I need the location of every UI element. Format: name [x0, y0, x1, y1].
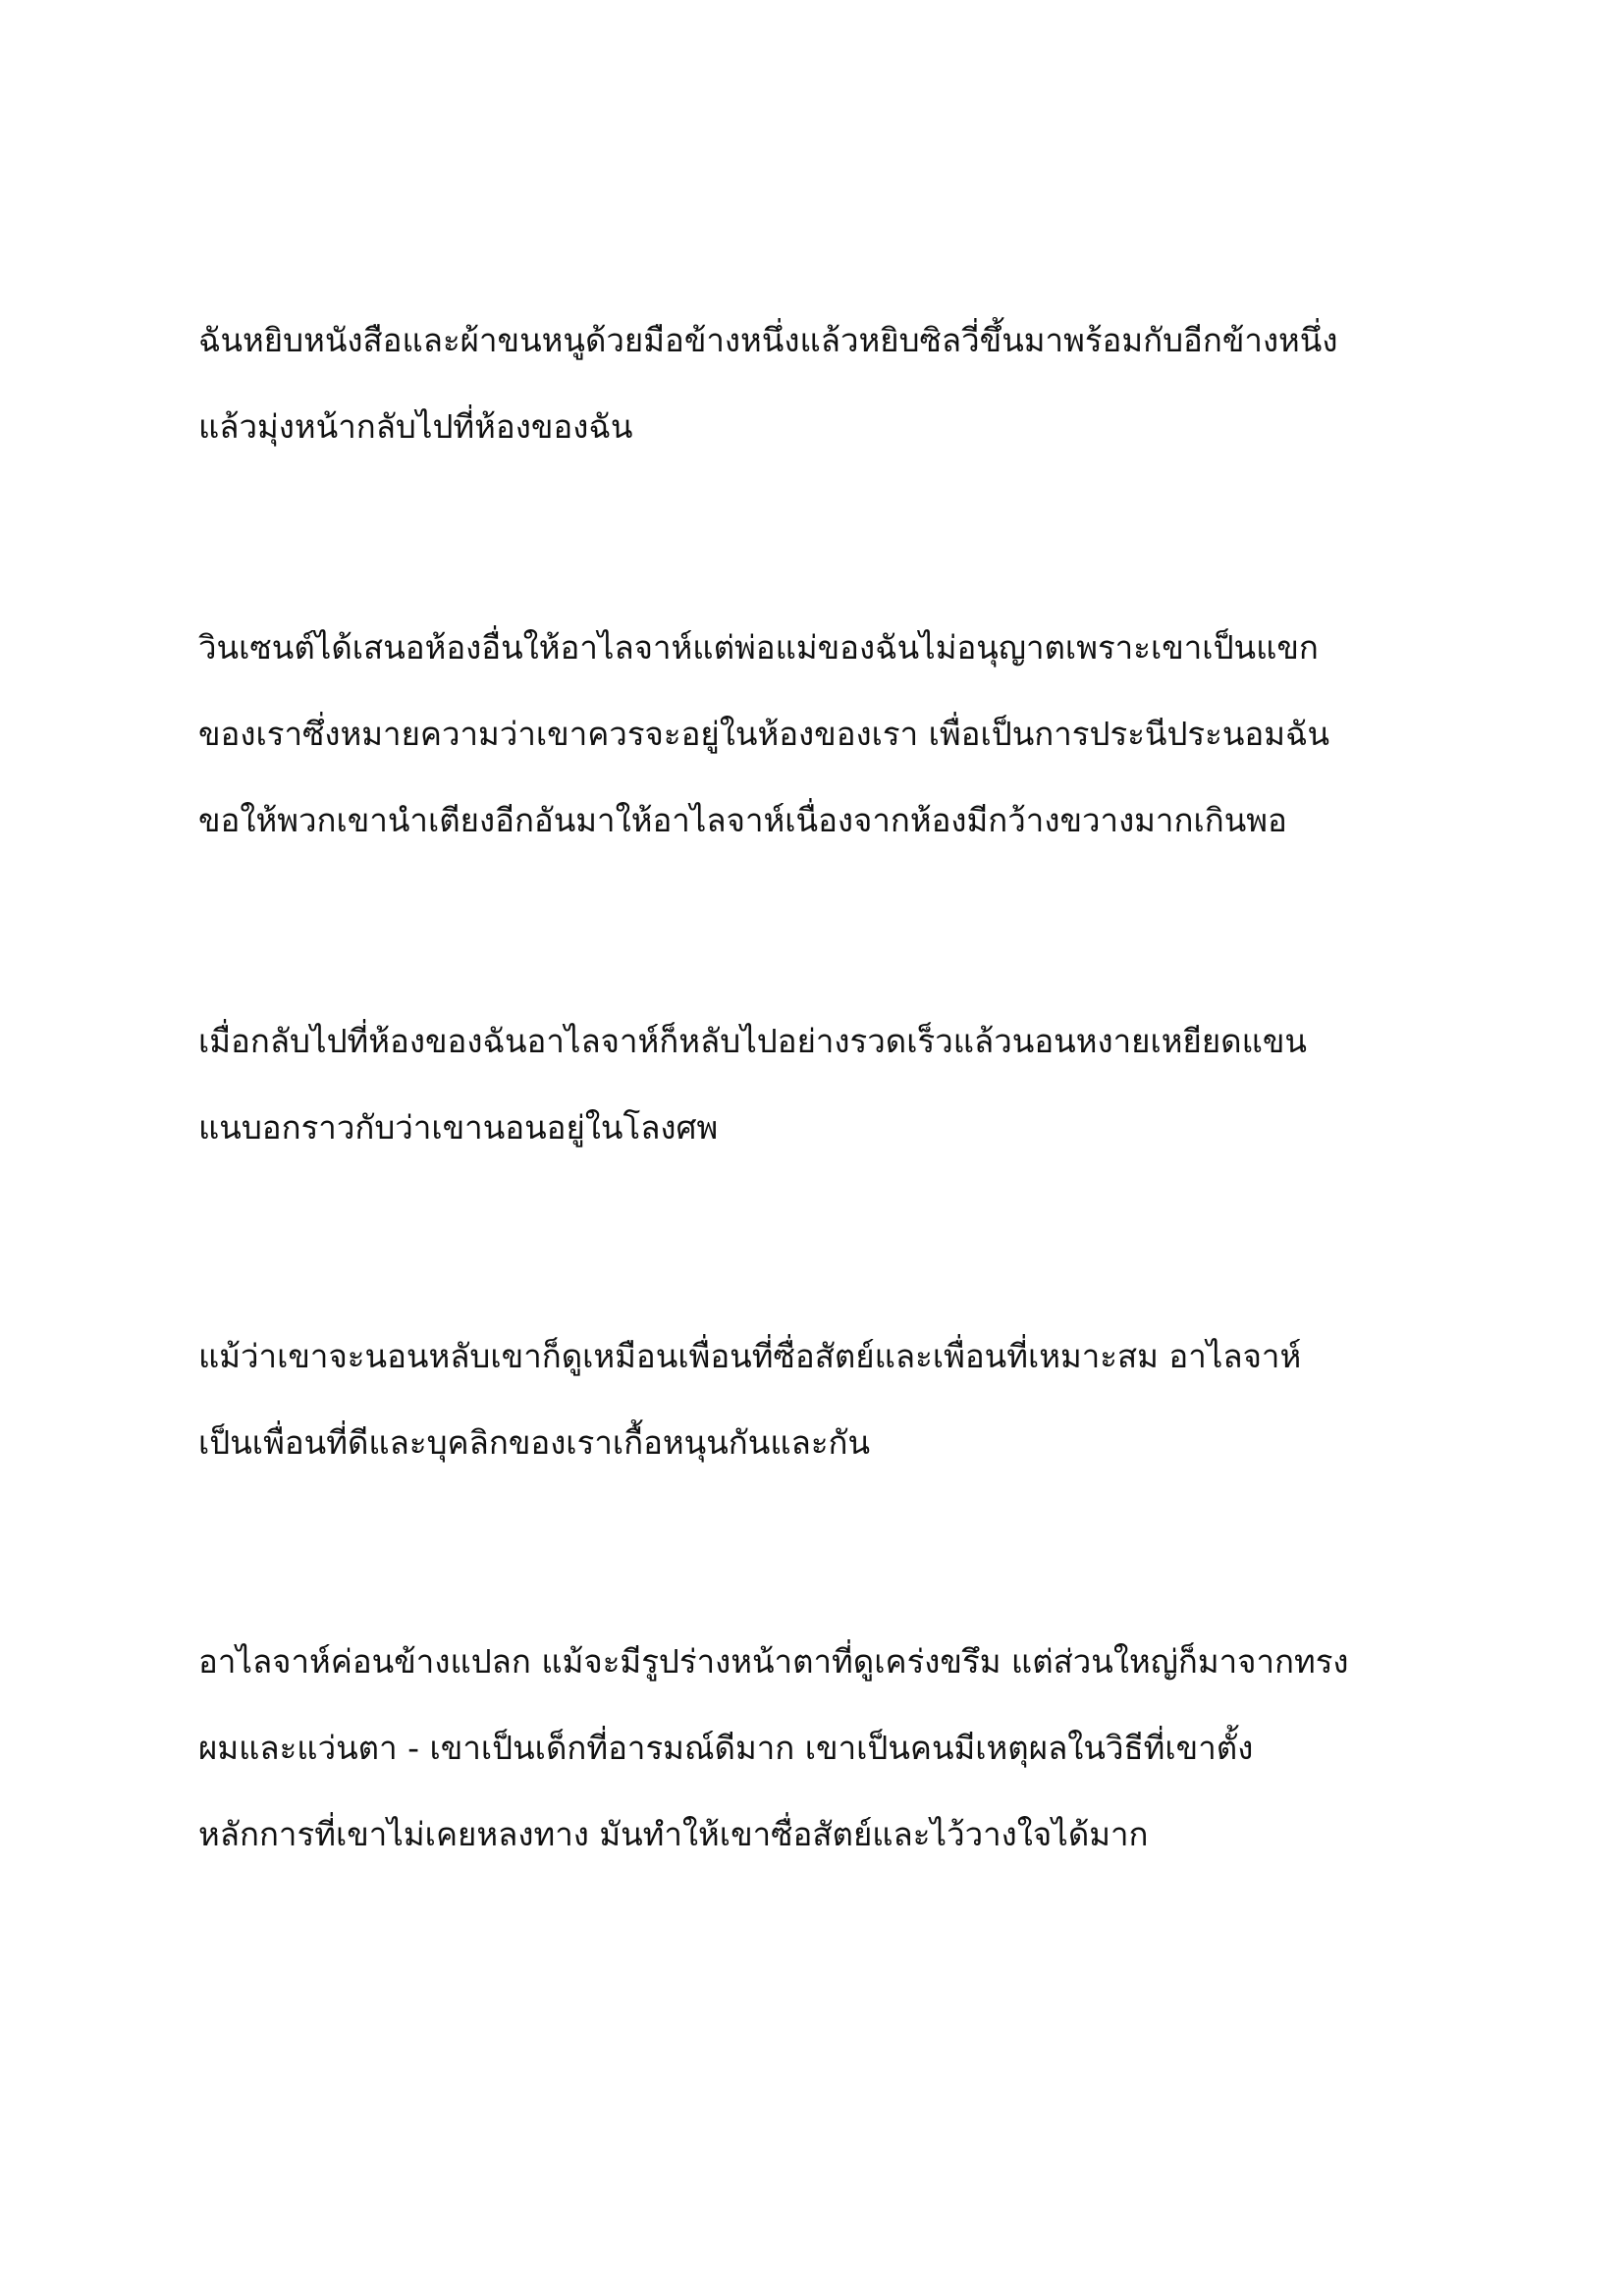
paragraph-5	[198, 1619, 1475, 1878]
paragraph-line: หลักการที่เขาไม่เคยหลงทาง มันทำให้เขาซื่อสัตย์และไว้วางใจได้มาก	[198, 1815, 1149, 1853]
paragraph-line: เป็นเพื่อนที่ดีและบุคลิกของเราเกื้อหนุนกันและกัน	[198, 1423, 871, 1462]
paragraph-4	[198, 1313, 1475, 1486]
paragraph-line: ของเราซึ่งหมายความว่าเขาควรจะอยู่ในห้องของเรา เพื่อเป็นการประนีประนอมฉัน	[198, 715, 1330, 753]
paragraph-line: แล้วมุ่งหน้ากลับไปที่ห้องของฉัน	[198, 407, 633, 446]
paragraph-line: วินเซนต์ได้เสนอห้องอื่นให้อาไลจาห์แต่พ่อแม่ของฉันไม่อนุญาตเพราะเขาเป็นแขก	[198, 628, 1319, 667]
paragraph-1	[198, 297, 1475, 470]
paragraph-line: แม้ว่าเขาจะนอนหลับเขาก็ดูเหมือนเพื่อนที่ซื่อสัตย์และเพื่อนที่เหมาะสม อาไลจาห์	[198, 1337, 1302, 1375]
paragraph-line: เมื่อกลับไปที่ห้องของฉันอาไลจาห์ก็หลับไปอย่างรวดเร็วแล้วนอนหงายเหยียดแขน	[198, 1022, 1307, 1060]
paragraph-3	[198, 998, 1475, 1171]
paragraph-line: ผมและแว่นตา - เขาเป็นเด็กที่อารมณ์ดีมาก เขาเป็นคนมีเหตุผลในวิธีที่เขาตั้ง	[198, 1729, 1254, 1767]
paragraph-line: อาไลจาห์ค่อนข้างแปลก แม้จะมีรูปร่างหน้าตาที่ดูเคร่งขรึม แต่ส่วนใหญ่ก็มาจากทรง	[198, 1642, 1349, 1681]
paragraph-line: แนบอกราวกับว่าเขานอนอยู่ในโลงศพ	[198, 1108, 719, 1147]
paragraph-line: ขอให้พวกเขานำเตียงอีกอันมาให้อาไลจาห์เนื่องจากห้องมีกว้างขวางมากเกินพอ	[198, 801, 1287, 839]
paragraph-2	[198, 605, 1475, 864]
paragraph-line: ฉันหยิบหนังสือและผ้าขนหนูด้วยมือข้างหนึ่งแล้วหยิบซิลวี่ขึ้นมาพร้อมกับอีกข้างหนึ่ง	[198, 321, 1338, 359]
